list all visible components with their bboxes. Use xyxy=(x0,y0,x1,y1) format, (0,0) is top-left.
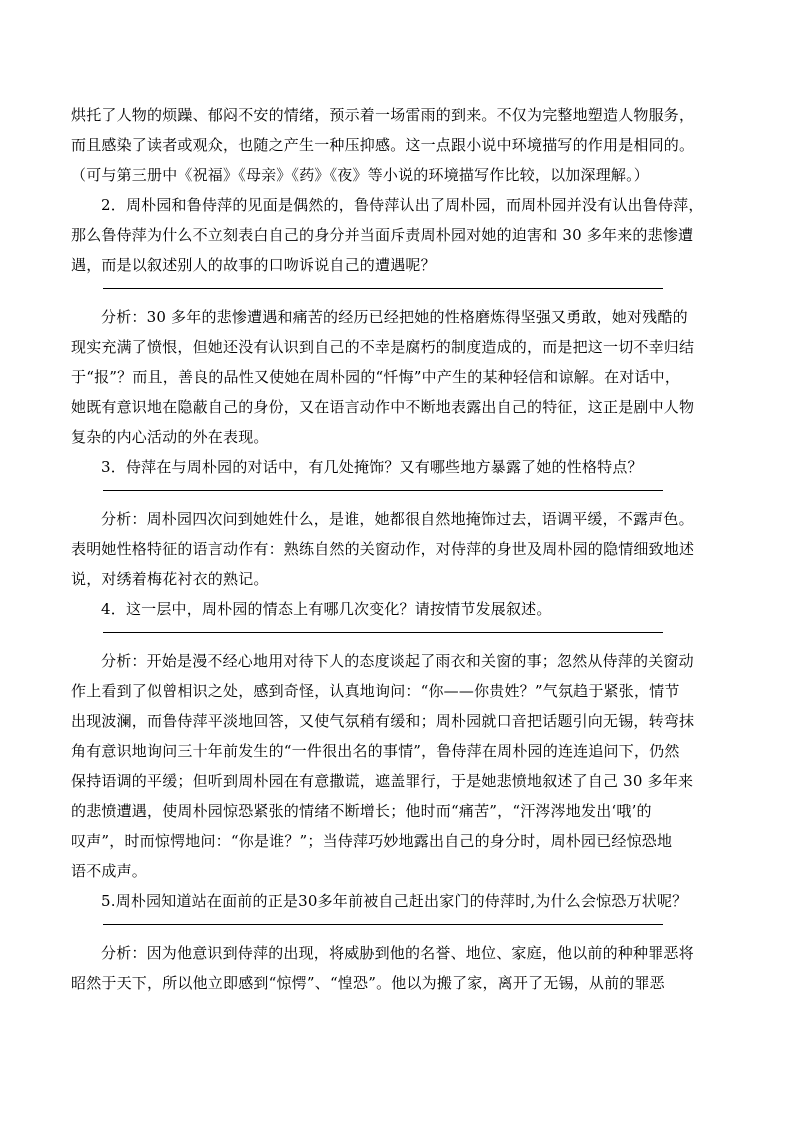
intro-line: 而且感染了读者或观众，也随之产生一种压抑感。这一点跟小说中环境描写的作用是相同的。 xyxy=(71,136,695,154)
question-3 xyxy=(71,452,727,482)
analysis-line: 的悲愤遭遇，使周朴园惊恐紧张的情绪不断增长；他时而“痛苦”，“汗涔涔地发出‘哦’的 xyxy=(71,802,652,820)
question-5 xyxy=(71,886,727,916)
analysis-line: 表明她性格特征的语言动作有：熟练自然的关窗动作，对侍萍的身世及周朴园的隐情细致地述 xyxy=(71,540,695,558)
question-line: 2．周朴园和鲁侍萍的见面是偶然的，鲁侍萍认出了周朴园，而周朴园并没有认出鲁侍萍， xyxy=(101,196,704,214)
answer-rule xyxy=(103,490,663,491)
analysis-line: 保持语调的平缓；但听到周朴园在有意撒谎，遮盖罪行，于是她悲愤地叙述了自己 30 多年来 xyxy=(71,772,694,790)
analysis-line: 昭然于天下，所以他立即感到“惊愕”、“惶恐”。他以为搬了家，离开了无锡，从前的罪恶 xyxy=(71,974,665,992)
analysis-line: 分析：因为他意识到侍萍的出现，将威胁到他的名誉、地位、家庭，他以前的种种罪恶将 xyxy=(101,944,694,962)
analysis-line: 她既有意识地在隐蔽自己的身份，又在语言动作中不断地表露出自己的特征，这正是剧中人物 xyxy=(71,398,695,416)
intro-line: 烘托了人物的烦躁、郁闷不安的情绪，预示着一场雷雨的到来。不仅为完整地塑造人物服务， xyxy=(71,106,695,124)
answer-rule xyxy=(103,288,663,289)
analysis-line: 于“报”？而且，善良的品性又使她在周朴园的“忏悔”中产生的某种轻信和谅解。在对话中， xyxy=(71,368,681,386)
analysis-line: 说，对绣着梅花衬衣的熟记。 xyxy=(71,570,269,588)
question-line: 3．侍萍在与周朴园的对话中，有几处掩饰？又有哪些地方暴露了她的性格特点？ xyxy=(101,458,643,476)
analysis-line: 分析：30 多年的悲惨遭遇和痛苦的经历已经把她的性格磨炼得坚强又勇敢，她对残酷的 xyxy=(101,308,688,326)
question-2 xyxy=(71,190,727,280)
analysis-line: 分析：周朴园四次问到她姓什么，是谁，她都很自然地掩饰过去，语调平缓，不露声色。 xyxy=(101,510,694,528)
analysis-3 xyxy=(71,504,727,594)
question-line: 4．这一层中，周朴园的情态上有哪几次变化？请按情节发展叙述。 xyxy=(101,600,552,618)
analysis-4 xyxy=(71,646,727,886)
document-page xyxy=(71,100,727,998)
question-line: 5.周朴园知道站在面前的正是30多年前被自己赶出家门的侍萍时,为什么会惊恐万状呢？ xyxy=(101,892,688,910)
analysis-line: 语不成声。 xyxy=(71,862,148,880)
analysis-line: 现实充满了愤恨，但她还没有认识到自己的不幸是腐朽的制度造成的，而是把这一切不幸归结 xyxy=(71,338,695,356)
analysis-line: 叹声”，时而惊愕地问：“你是谁？”；当侍萍巧妙地露出自己的身分时，周朴园已经惊恐地 xyxy=(71,832,673,850)
analysis-5 xyxy=(71,938,727,998)
intro-paragraph xyxy=(71,100,727,190)
answer-rule xyxy=(103,632,663,633)
analysis-line: 角有意识地询问三十年前发生的“一件很出名的事情”，鲁侍萍在周朴园的连连追问下，仍然 xyxy=(71,742,680,760)
analysis-line: 作上看到了似曾相识之处，感到奇怪，认真地询问：“你——你贵姓？”气氛趋于紧张，情节 xyxy=(71,682,680,700)
question-line: 遇，而是以叙述别人的故事的口吻诉说自己的遭遇呢？ xyxy=(71,256,436,274)
answer-rule xyxy=(103,924,663,925)
analysis-line: 复杂的内心活动的外在表现。 xyxy=(71,428,269,446)
question-4 xyxy=(71,594,727,624)
analysis-line: 分析：开始是漫不经心地用对待下人的态度谈起了雨衣和关窗的事；忽然从侍萍的关窗动 xyxy=(101,652,694,670)
analysis-2 xyxy=(71,302,727,452)
analysis-line: 出现波澜，而鲁侍萍平淡地回答，又使气氛稍有缓和；周朴园就口音把话题引向无锡，转弯抹 xyxy=(71,712,695,730)
intro-line: （可与第三册中《祝福》《母亲》《药》《夜》等小说的环境描写作比较，以加深理解。） xyxy=(71,166,650,184)
question-line: 那么鲁侍萍为什么不立刻表白自己的身分并当面斥责周朴园对她的迫害和 30 多年来的悲惨遭 xyxy=(71,226,694,244)
